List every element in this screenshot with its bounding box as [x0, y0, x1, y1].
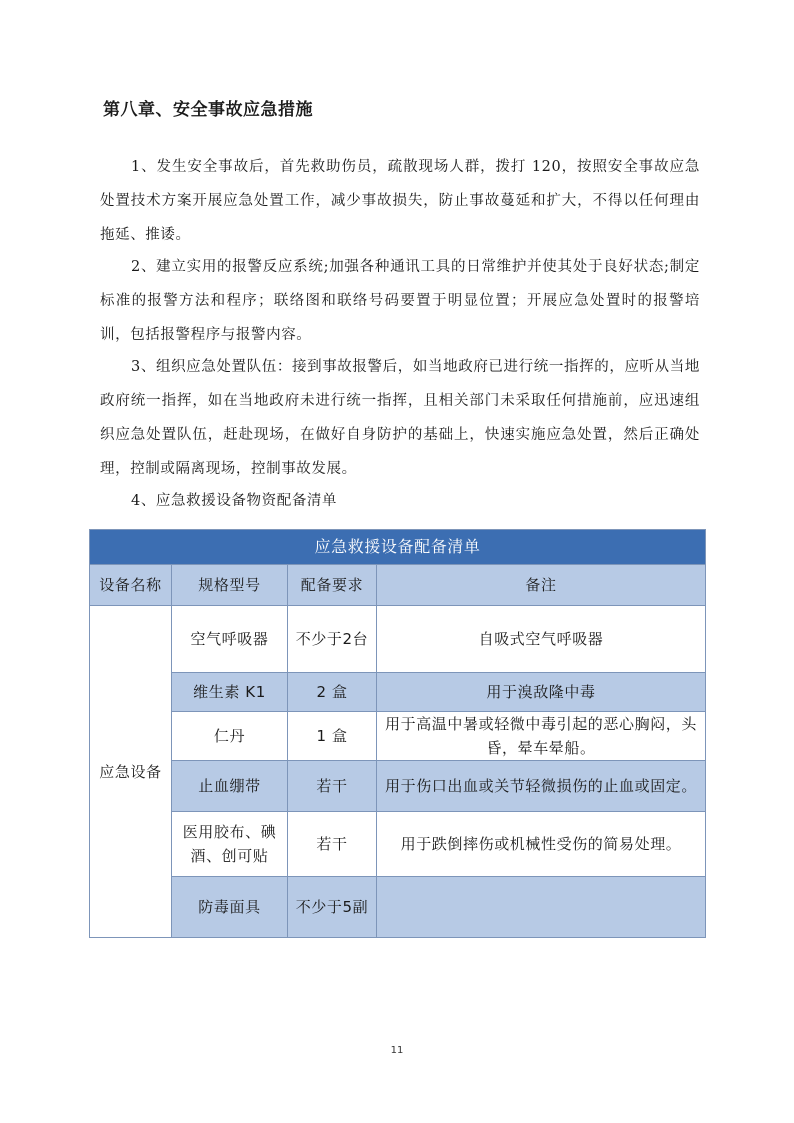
paragraph-1: 1、发生安全事故后，首先救助伤员，疏散现场人群，拨打 120，按照安全事故应急处置技术方案开展应急处置工作，减少事故损失，防止事故蔓延和扩大，不得以任何理由拖延、推诿。	[100, 159, 700, 243]
paragraph-4: 4、应急救援设备物资配备清单	[131, 493, 338, 509]
note-cell: 用于伤口出血或关节轻微损伤的止血或固定。	[377, 761, 706, 812]
table-row	[90, 877, 706, 938]
model-cell: 止血绷带	[172, 761, 288, 812]
table-row	[90, 606, 706, 673]
model-cell: 维生素 K1	[172, 673, 288, 712]
header-requirement: 配备要求	[288, 565, 377, 606]
category-cell: 应急设备	[90, 606, 172, 938]
note-cell: 自吸式空气呼吸器	[377, 606, 706, 673]
table-row	[90, 673, 706, 712]
note-cell: 用于跌倒摔伤或机械性受伤的简易处理。	[377, 812, 706, 877]
header-model: 规格型号	[172, 565, 288, 606]
requirement-cell: 不少于5副	[288, 877, 377, 938]
note-cell: 用于溴敌隆中毒	[377, 673, 706, 712]
header-note: 备注	[377, 565, 706, 606]
chapter-heading: 第八章、安全事故应急措施	[103, 100, 313, 120]
requirement-cell: 不少于2台	[288, 606, 377, 673]
note-cell	[377, 877, 706, 938]
table-header-row	[90, 565, 706, 606]
requirement-cell: 2 盒	[288, 673, 377, 712]
model-cell: 空气呼吸器	[172, 606, 288, 673]
paragraph-3: 3、组织应急处置队伍：接到事故报警后，如当地政府已进行统一指挥的，应听从当地政府统一指挥，如在当地政府未进行统一指挥，且相关部门未采取任何措施前，应迅速组织应急处置队伍，赶赴现场，在做好自身防护的基础上，快速实施应急处置，然后正确处理，控制或隔离现场，控制事故发展。	[100, 359, 700, 477]
equipment-table	[89, 529, 706, 938]
requirement-cell: 若干	[288, 812, 377, 877]
paragraph-2: 2、建立实用的报警反应系统;加强各种通讯工具的日常维护并使其处于良好状态;制定标准的报警方法和程序；联络图和联络号码要置于明显位置；开展应急处置时的报警培训，包括报警程序与报警内容。	[100, 259, 700, 343]
requirement-cell: 若干	[288, 761, 377, 812]
model-cell: 医用胶布、碘酒、创可贴	[172, 812, 288, 877]
table-row	[90, 712, 706, 761]
model-cell: 仁丹	[172, 712, 288, 761]
table-row	[90, 761, 706, 812]
table-row	[90, 812, 706, 877]
page-number: 11	[390, 1045, 404, 1056]
table-title: 应急救援设备配备清单	[90, 530, 706, 565]
requirement-cell: 1 盒	[288, 712, 377, 761]
table-title-row	[90, 530, 706, 565]
note-cell: 用于高温中暑或轻微中毒引起的恶心胸闷，头昏，晕车晕船。	[377, 712, 706, 761]
model-cell: 防毒面具	[172, 877, 288, 938]
header-equipment-name: 设备名称	[90, 565, 172, 606]
